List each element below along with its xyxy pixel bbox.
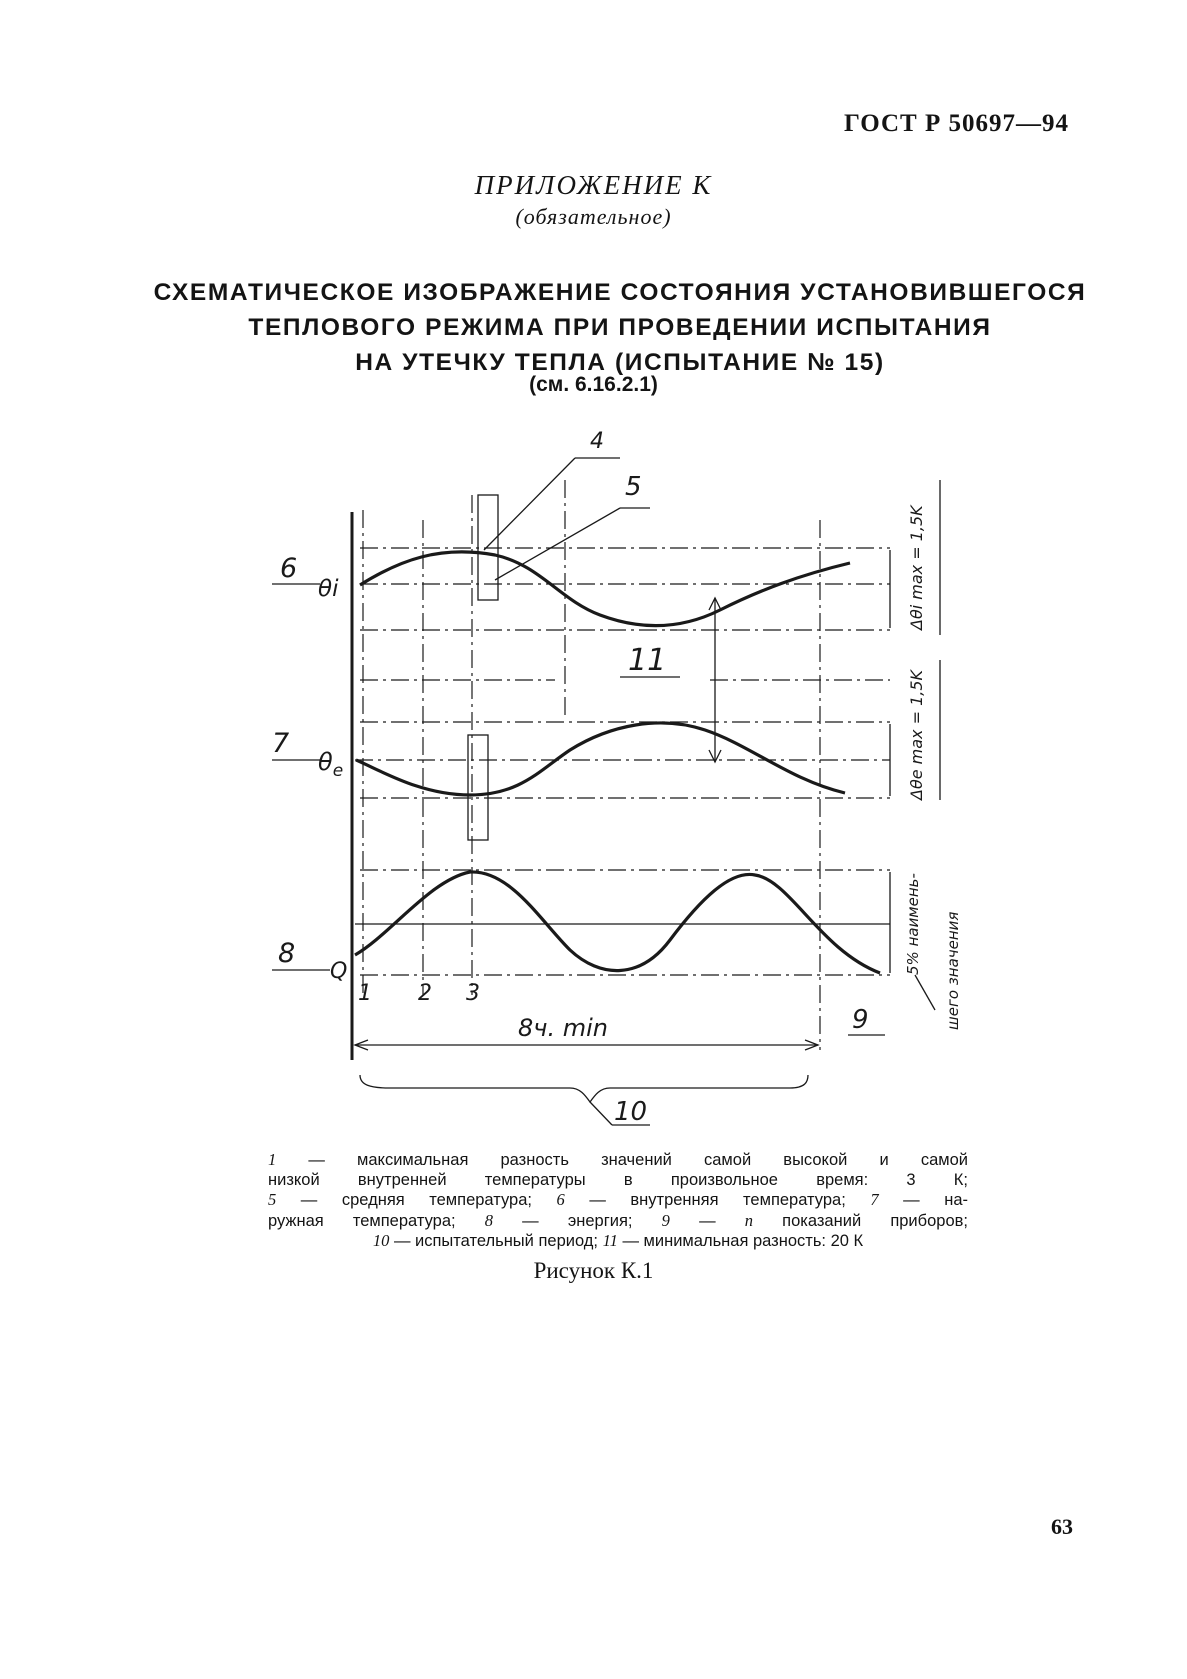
inner-temp-symbol: θi (318, 576, 339, 602)
outer-temp-base: θ (318, 748, 333, 776)
page-number: 63 (1051, 1514, 1073, 1539)
energy-percent-label: 5% наимень- (904, 873, 922, 975)
title-line: СХЕМАТИЧЕСКОЕ ИЗОБРАЖЕНИЕ СОСТОЯНИЯ УСТАНОВИВШЕГОСЯ (153, 279, 1087, 306)
callout-labels (272, 429, 869, 1127)
energy-curve (355, 872, 880, 973)
callout-11: 11 (628, 643, 667, 678)
legend-num: 9 (661, 1210, 670, 1230)
outer-temp-bracket (468, 735, 488, 840)
legend-text: — максимальная разность значений самой высокой и самой (276, 1151, 968, 1169)
callout-5: 5 (625, 472, 642, 502)
legend-num: 1 (268, 1150, 277, 1169)
legend-num: n (744, 1210, 754, 1230)
legend-num: 7 (870, 1190, 879, 1209)
section-reference: (см. 6.16.2.1) (529, 373, 658, 396)
legend-text: — средняя температура; (276, 1191, 557, 1209)
leader-line-5 (495, 508, 620, 580)
outer-temp-symbol (318, 748, 343, 781)
callout-10: 10 (614, 1097, 648, 1127)
legend-line (268, 1231, 968, 1252)
outer-temp-sub: e (332, 761, 344, 781)
appendix-title: ПРИЛОЖЕНИЕ К (474, 170, 713, 200)
legend-line (268, 1150, 968, 1171)
callout-6: 6 (280, 553, 298, 584)
legend-line (268, 1190, 968, 1211)
figure-caption: Рисунок К.1 (533, 1258, 654, 1283)
legend-text: показаний приборов; (753, 1211, 968, 1230)
diagram-vertical-lines (352, 480, 820, 1060)
legend-text: — на- (878, 1191, 968, 1209)
legend-num: 6 (556, 1190, 565, 1209)
tick-label-3: 3 (466, 981, 480, 1006)
title-line: НА УТЕЧКУ ТЕПЛА (ИСПЫТАНИЕ № 15) (355, 349, 885, 376)
tick-label-2: 2 (418, 981, 432, 1006)
energy-percent-label-2: шего значения (944, 911, 962, 1030)
legend-num: 11 (602, 1231, 618, 1250)
outer-delta-label: Δθe max = 1,5K (907, 669, 926, 800)
legend-num: 5 (268, 1190, 277, 1209)
tick-label-1: 1 (358, 981, 372, 1006)
side-labels (904, 504, 962, 1030)
legend-text: — испытательный период; (389, 1232, 603, 1250)
duration-label: 8ч. min (518, 1014, 608, 1042)
legend-line (268, 1171, 968, 1191)
legend-text: — (669, 1211, 745, 1230)
callout-7: 7 (272, 728, 290, 759)
standard-code: ГОСТ Р 50697—94 (843, 110, 1069, 137)
energy-symbol: Q (330, 959, 348, 984)
legend-num: 10 (372, 1231, 390, 1250)
legend-text: — минимальная разность: 20 К (617, 1232, 864, 1250)
arrows (355, 550, 890, 1125)
legend-text: низкой внутренней температуры в произвольное время: 3 К; (268, 1170, 968, 1189)
callout-4: 4 (590, 429, 604, 454)
diagram-horizontal-lines (355, 548, 890, 975)
side-leader (915, 975, 935, 1010)
callout-9: 9 (852, 1005, 869, 1035)
test-period-brace (360, 1075, 808, 1102)
legend-line (268, 1211, 968, 1232)
leader-line-10 (590, 1102, 612, 1125)
appendix-subtitle: (обязательное) (515, 204, 672, 229)
legend-num: 8 (484, 1210, 494, 1230)
title-line: ТЕПЛОВОГО РЕЖИМА ПРИ ПРОВЕДЕНИИ ИСПЫТАНИЯ (248, 314, 992, 341)
figure-legend (268, 1150, 968, 1252)
legend-text: — энергия; (493, 1211, 662, 1230)
temperature-brackets (468, 458, 650, 840)
curves (355, 552, 880, 973)
legend-text: ружная температура; (268, 1211, 485, 1230)
callout-8: 8 (278, 938, 296, 969)
inner-delta-label: Δθi max = 1,5K (907, 505, 926, 630)
inner-temperature-curve (360, 552, 850, 626)
outer-temperature-curve (356, 723, 845, 795)
legend-text: — внутренняя температура; (564, 1191, 871, 1209)
